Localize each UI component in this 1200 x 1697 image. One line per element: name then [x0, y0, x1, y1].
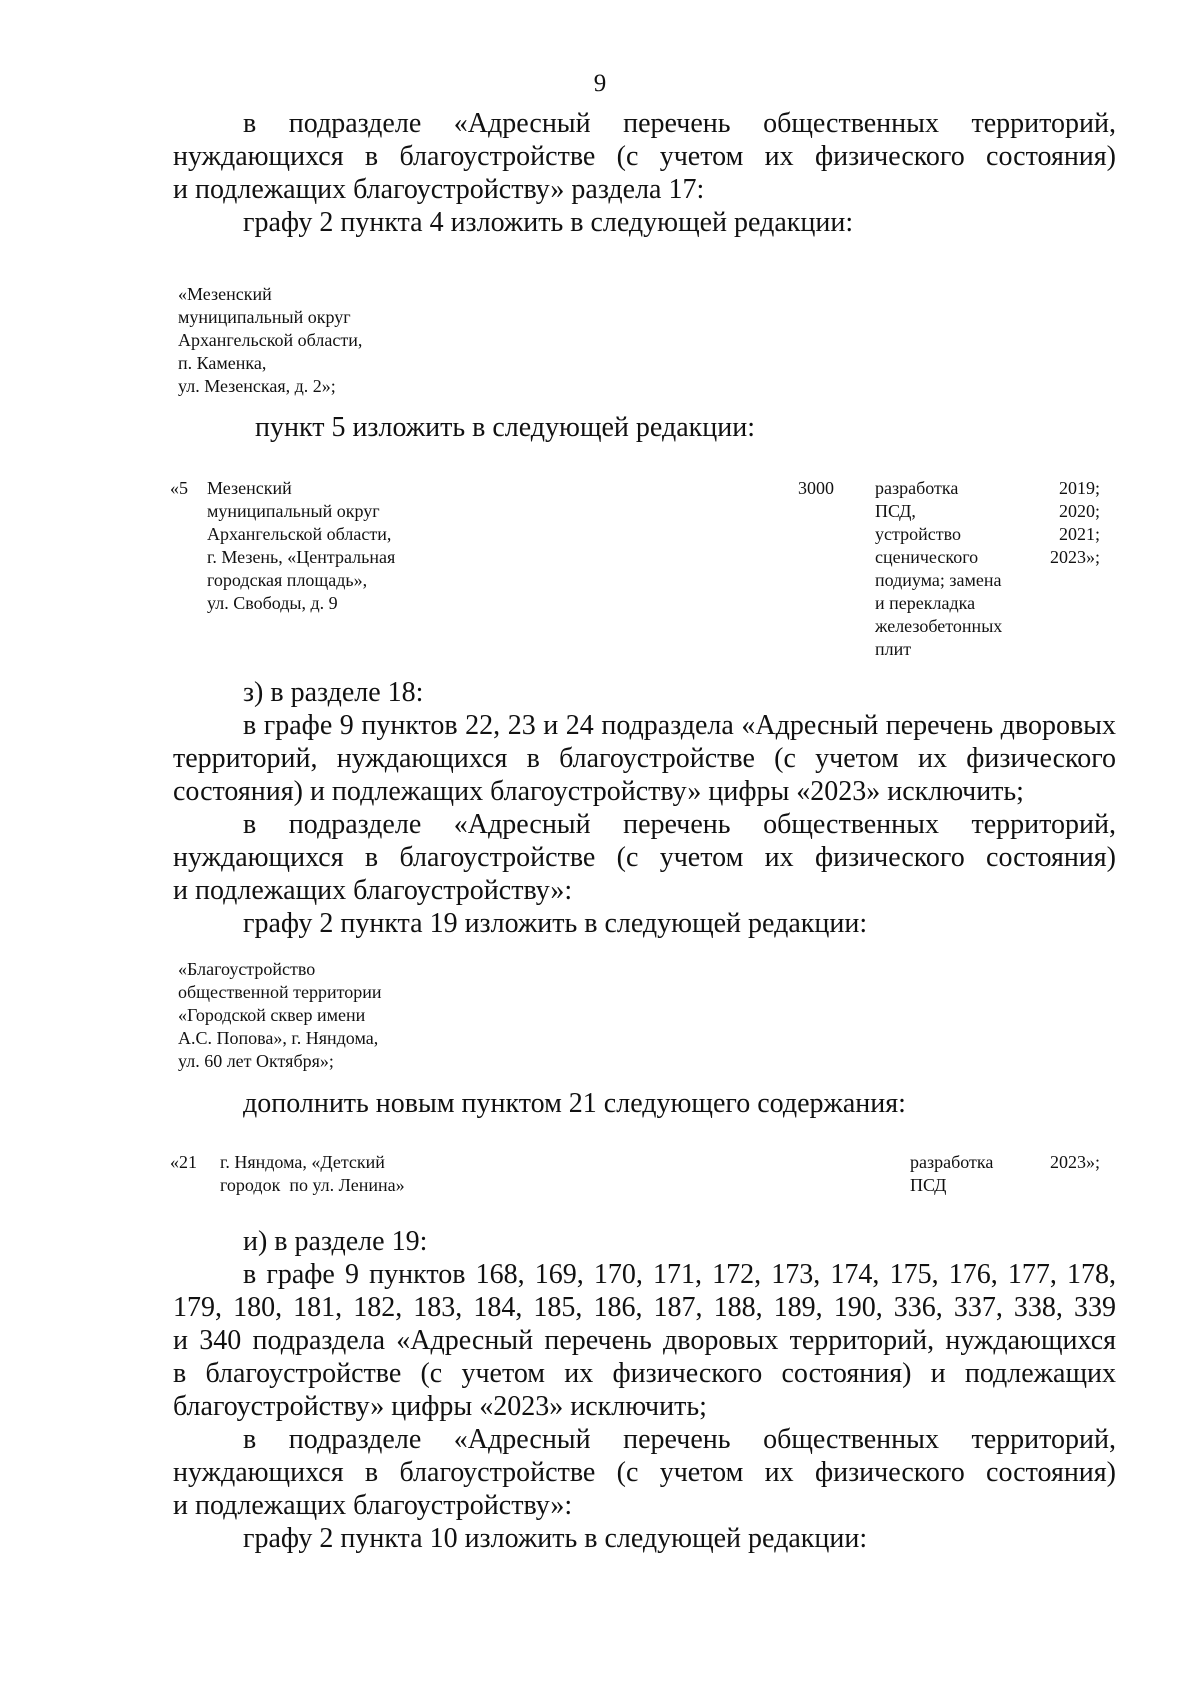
text-line: в подразделе «Адресный перечень общественных территорий,: [243, 1424, 1116, 1455]
quote-line: общественной территории: [178, 982, 382, 1002]
quote-block-1: [178, 283, 362, 398]
text-line: в благоустройстве (с учетом их физического состояния) и подлежащих: [173, 1358, 1116, 1389]
table-cell-works: [875, 477, 1002, 661]
section-heading: и) в разделе 19:: [243, 1226, 428, 1257]
quote-line: ул. Мезенская, д. 2»;: [178, 376, 336, 396]
table-cell-years: [1010, 477, 1100, 569]
year-line: 2021;: [1058, 524, 1100, 544]
quote-line: «Городской сквер имени: [178, 1005, 366, 1025]
year-line: 2023»;: [1049, 547, 1100, 567]
year-line: 2019;: [1058, 478, 1100, 498]
works-line: сценического: [875, 547, 979, 567]
works-line: ПСД,: [875, 501, 916, 521]
table-cell-works: [910, 1151, 993, 1197]
address-line: г. Мезень, «Центральная: [207, 547, 396, 567]
text-line: в графе 9 пунктов 168, 169, 170, 171, 172, 173, 174, 175, 176, 177, 178,: [243, 1259, 1116, 1290]
text-line: в графе 9 пунктов 22, 23 и 24 подраздела «Адресный перечень дворовых: [243, 710, 1116, 741]
table-cell-year: 2023»;: [1049, 1152, 1100, 1172]
works-line: плит: [875, 639, 912, 659]
text-line: в подразделе «Адресный перечень общественных территорий,: [243, 809, 1116, 840]
address-line: г. Няндома, «Детский: [220, 1152, 385, 1172]
address-line: городская площадь»,: [207, 570, 368, 590]
address-line: Мезенский: [207, 478, 292, 498]
text-line: состояния) и подлежащих благоустройству» цифры «2023» исключить;: [173, 776, 1024, 807]
works-line: и перекладка: [875, 593, 976, 613]
punkt5-heading: пункт 5 изложить в следующей редакции:: [255, 412, 755, 443]
quote-line: «Благоустройство: [178, 959, 316, 979]
quote-line: муниципальный округ: [178, 307, 351, 327]
quote-line: ул. 60 лет Октября»;: [178, 1051, 334, 1071]
text-line: и 340 подраздела «Адресный перечень дворовых территорий, нуждающихся: [173, 1325, 1116, 1356]
quote-line: п. Каменка,: [178, 353, 267, 373]
table-cell-number: «21: [170, 1152, 197, 1172]
quote-block-2: [178, 958, 381, 1073]
text-line: нуждающихся в благоустройстве (с учетом их физического состояния): [173, 1457, 1116, 1488]
text-line: территорий, нуждающихся в благоустройстве (с учетом их физического: [173, 743, 1116, 774]
text-line: графу 2 пункта 10 изложить в следующей редакции:: [243, 1523, 868, 1554]
address-line: муниципальный округ: [207, 501, 380, 521]
table-cell-amount: 3000: [798, 478, 834, 498]
works-line: ПСД: [910, 1175, 947, 1195]
table-cell-address: [220, 1151, 405, 1197]
quote-line: Архангельской области,: [178, 330, 363, 350]
address-line: Архангельской области,: [207, 524, 392, 544]
works-line: подиума; замена: [875, 570, 1002, 590]
punkt21-heading: дополнить новым пунктом 21 следующего содержания:: [243, 1088, 906, 1119]
text-line: и подлежащих благоустройству»:: [173, 875, 573, 906]
paragraph-block-17: [173, 107, 1116, 239]
text-line: и подлежащих благоустройству»:: [173, 1490, 573, 1521]
text-line: благоустройству» цифры «2023» исключить;: [173, 1391, 707, 1422]
quote-line: «Мезенский: [178, 284, 272, 304]
section-18: [173, 676, 1116, 940]
works-line: разработка: [875, 478, 959, 498]
text-line: и подлежащих благоустройству» раздела 17:: [173, 174, 705, 205]
works-line: устройство: [875, 524, 961, 544]
table-cell-number: «5: [170, 478, 188, 498]
address-line: городок по ул. Ленина»: [220, 1175, 405, 1195]
text-line: в подразделе «Адресный перечень общественных территорий,: [243, 108, 1116, 139]
text-line: 179, 180, 181, 182, 183, 184, 185, 186, 187, 188, 189, 190, 336, 337, 338, 339: [173, 1292, 1116, 1323]
text-line: нуждающихся в благоустройстве (с учетом их физического состояния): [173, 842, 1116, 873]
text-line: графу 2 пункта 4 изложить в следующей редакции:: [243, 207, 854, 238]
table-cell-address: [207, 477, 395, 615]
year-line: 2020;: [1058, 501, 1100, 521]
page-number: 9: [593, 70, 607, 97]
section-19: [173, 1225, 1116, 1555]
text-line: нуждающихся в благоустройстве (с учетом их физического состояния): [173, 141, 1116, 172]
section-heading: з) в разделе 18:: [243, 677, 424, 708]
works-line: разработка: [910, 1152, 994, 1172]
works-line: железобетонных: [875, 616, 1003, 636]
quote-line: А.С. Попова», г. Няндома,: [178, 1028, 379, 1048]
address-line: ул. Свободы, д. 9: [207, 593, 338, 613]
text-line: графу 2 пункта 19 изложить в следующей редакции:: [243, 908, 868, 939]
